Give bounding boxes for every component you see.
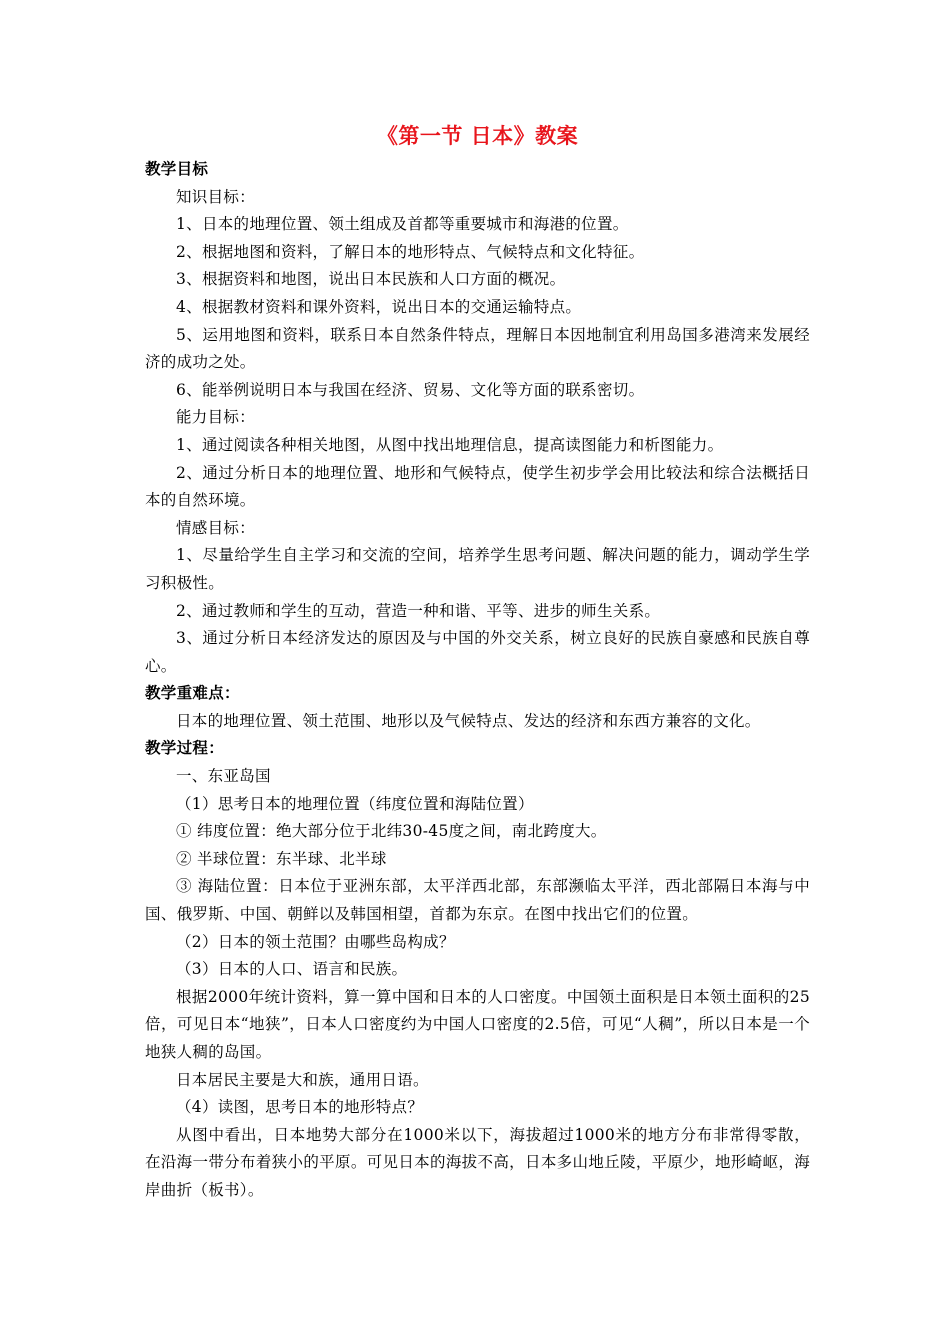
document-page: [145, 118, 810, 1205]
paragraph: 2、根据地图和资料，了解日本的地形特点、气候特点和文化特征。: [176, 242, 645, 261]
paragraph: 1、通过阅读各种相关地图，从图中找出地理信息，提高读图能力和析图能力。: [176, 435, 724, 454]
paragraph: 3、通过分析日本经济发达的原因及与中国的外交关系，树立良好的民族自豪感和民族自尊心。: [145, 629, 810, 675]
section-heading-objectives: 教学目标: [145, 160, 209, 178]
paragraph: 日本的地理位置、领土范围、地形以及气候特点、发达的经济和东西方兼容的文化。: [176, 711, 761, 730]
paragraph: 一、东亚岛国: [176, 767, 271, 786]
paragraph: ① 纬度位置：绝大部分位于北纬30-45度之间，南北跨度大。: [176, 822, 607, 841]
paragraph: 从图中看出，日本地势大部分在1000米以下，海拔超过1000米的地方分布非常得零散，在沿海一带分布着狭小的平原。可见日本的海拔不高，日本多山地丘陵，平原少，地形崎岖，海岸曲折（板书）。: [145, 1125, 810, 1199]
paragraph: ② 半球位置：东半球、北半球: [176, 849, 387, 868]
paragraph: 5、运用地图和资料，联系日本自然条件特点，理解日本因地制宜利用岛国多港湾来发展经济的成功之处。: [145, 325, 810, 372]
paragraph: 知识目标：: [176, 187, 256, 206]
paragraph: 3、根据资料和地图，说出日本民族和人口方面的概况。: [176, 270, 566, 289]
paragraph: （4）读图，思考日本的地形特点？: [176, 1098, 424, 1117]
paragraph: 情感目标：: [176, 518, 256, 537]
paragraph: 2、通过分析日本的地理位置、地形和气候特点，使学生初步学会用比较法和综合法概括日本的自然环境。: [145, 463, 810, 510]
paragraph: 1、日本的地理位置、领土组成及首都等重要城市和海港的位置。: [176, 215, 629, 234]
section-heading-key-points: 教学重难点：: [145, 684, 240, 703]
section-heading-process: 教学过程：: [145, 739, 225, 758]
paragraph: 4、根据教材资料和课外资料，说出日本的交通运输特点。: [176, 297, 582, 316]
paragraph: 根据2000年统计资料，算一算中国和日本的人口密度。中国领土面积是日本领土面积的25倍，可见日本“地狭”，日本人口密度约为中国人口密度的2.5倍，可见“人稠”，所以日本是一个地狭人稠的岛国。: [145, 987, 810, 1061]
paragraph: ③ 海陆位置：日本位于亚洲东部，太平洋西北部，东部濒临太平洋，西北部隔日本海与中国、俄罗斯、中国、朝鲜以及韩国相望，首都为东京。在图中找出它们的位置。: [145, 877, 810, 924]
paragraph: 1、尽量给学生自主学习和交流的空间，培养学生思考问题、解决问题的能力，调动学生学习积极性。: [145, 546, 810, 592]
document-title: 《第一节 日本》教案: [376, 124, 579, 148]
paragraph: 6、能举例说明日本与我国在经济、贸易、文化等方面的联系密切。: [176, 380, 645, 399]
paragraph: （3）日本的人口、语言和民族。: [176, 960, 408, 979]
paragraph: 2、通过教师和学生的互动，营造一种和谐、平等、进步的师生关系。: [176, 601, 661, 620]
paragraph: （2）日本的领土范围？由哪些岛构成？: [176, 932, 455, 951]
paragraph: 能力目标：: [176, 408, 256, 427]
paragraph: （1）思考日本的地理位置（纬度位置和海陆位置）: [176, 794, 534, 813]
paragraph: 日本居民主要是大和族，通用日语。: [176, 1070, 429, 1089]
